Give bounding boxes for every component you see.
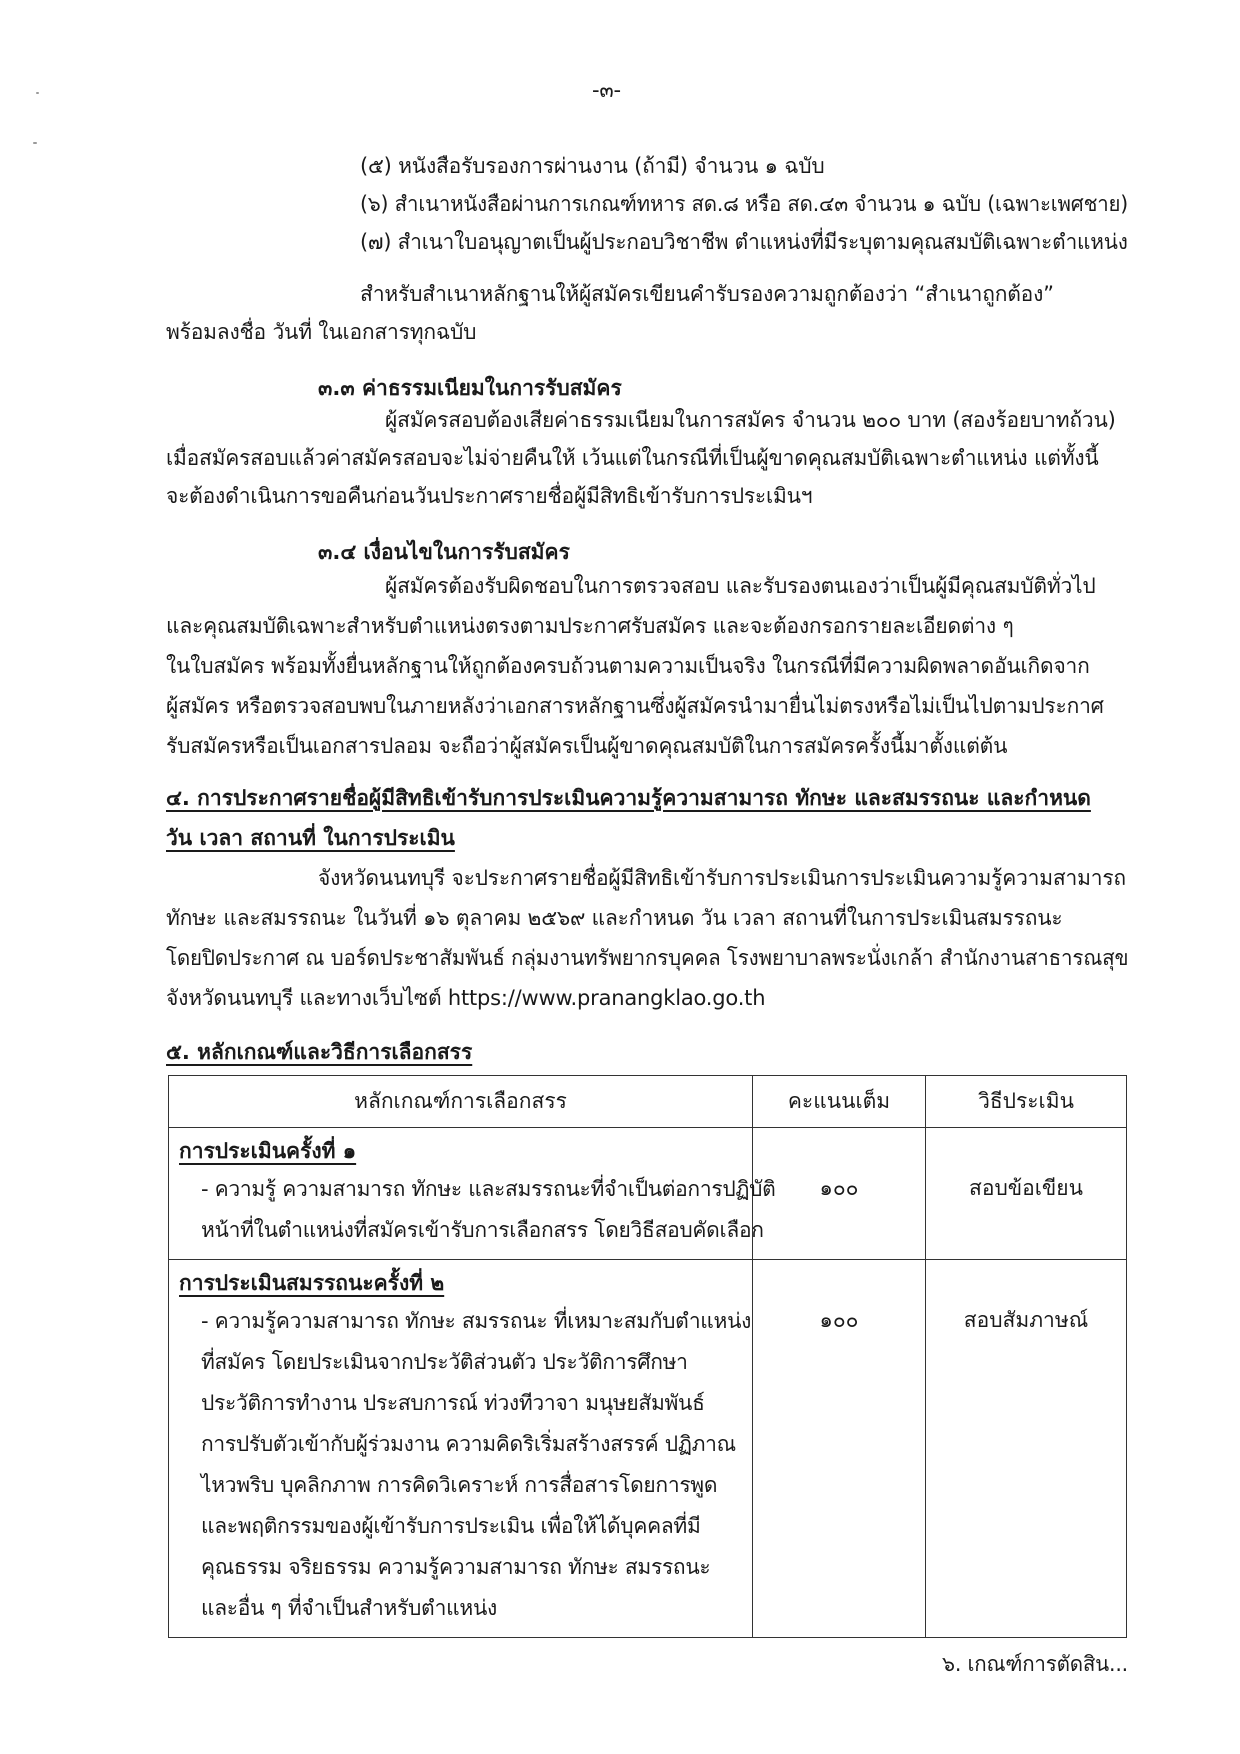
- section-4-line: โดยปิดประกาศ ณ บอร์ดประชาสัมพันธ์ กลุ่มงานทรัพยากรบุคคล โรงพยาบาลพระนั่งเกล้า สำนักงานสาธารณสุข: [166, 946, 1129, 970]
- criteria-line: และพฤติกรรมของผู้เข้ารับการประเมิน เพื่อให้ได้บุคคลที่มี: [201, 1514, 701, 1538]
- full-score-cell: ๑๐๐: [753, 1260, 926, 1638]
- section-3-4-line: ผู้สมัครต้องรับผิดชอบในการตรวจสอบ และรับรองตนเองว่าเป็นผู้มีคุณสมบัติทั่วไป: [385, 574, 1096, 598]
- column-header: หลักเกณฑ์การเลือกสรร: [169, 1076, 753, 1128]
- method-cell: สอบข้อเขียน: [926, 1128, 1127, 1260]
- criteria-line: - ความรู้ความสามารถ ทักษะ สมรรถนะ ที่เหมาะสมกับตำแหน่ง: [201, 1309, 752, 1333]
- doc-item-6: (๖) สำเนาหนังสือผ่านการเกณฑ์ทหาร สด.๘ หรือ สด.๔๓ จำนวน ๑ ฉบับ (เฉพาะเพศชาย): [360, 192, 1129, 216]
- doc-item-7: (๗) สำเนาใบอนุญาตเป็นผู้ประกอบวิชาชีพ ตำแหน่งที่มีระบุตามคุณสมบัติเฉพาะตำแหน่ง: [360, 230, 1128, 254]
- criteria-line: ประวัติการทำงาน ประสบการณ์ ท่วงทีวาจา มนุษยสัมพันธ์: [201, 1391, 705, 1415]
- certify-line-1: สำหรับสำเนาหลักฐานให้ผู้สมัครเขียนคำรับรองความถูกต้องว่า “สำเนาถูกต้อง”: [360, 282, 1054, 306]
- section-4-line: จังหวัดนนทบุรี จะประกาศรายชื่อผู้มีสิทธิเข้ารับการประเมินการประเมินความรู้ความสามารถ: [318, 866, 1126, 890]
- page-number: -๓-: [592, 78, 621, 102]
- criteria-table: [168, 1075, 1127, 1638]
- criteria-line: ไหวพริบ บุคลิกภาพ การคิดวิเคราะห์ การสื่อสารโดยการพูด: [201, 1473, 718, 1497]
- criteria-line: หน้าที่ในตำแหน่งที่สมัครเข้ารับการเลือกสรร โดยวิธีสอบคัดเลือก: [201, 1218, 764, 1242]
- criteria-title: การประเมินสมรรถนะครั้งที่ ๒: [179, 1271, 445, 1295]
- certify-line-2: พร้อมลงชื่อ วันที่ ในเอกสารทุกฉบับ: [166, 320, 477, 344]
- column-header: วิธีประเมิน: [926, 1076, 1127, 1128]
- section-4-heading: ๔. การประกาศรายชื่อผู้มีสิทธิเข้ารับการประเมินความรู้ความสามารถ ทักษะ และสมรรถนะ และกำหนด: [166, 786, 1091, 810]
- criteria-line: คุณธรรม จริยธรรม ความรู้ความสามารถ ทักษะ สมรรถนะ: [201, 1555, 711, 1579]
- column-header: คะแนนเต็ม: [753, 1076, 926, 1128]
- section-3-4-heading: ๓.๔ เงื่อนไขในการรับสมัคร: [318, 540, 570, 564]
- section-3-3-line: ผู้สมัครสอบต้องเสียค่าธรรมเนียมในการสมัคร จำนวน ๒๐๐ บาท (สองร้อยบาทถ้วน): [385, 408, 1116, 432]
- criteria-line: - ความรู้ ความสามารถ ทักษะ และสมรรถนะที่จำเป็นต่อการปฏิบัติ: [201, 1177, 776, 1201]
- section-3-3-line: เมื่อสมัครสอบแล้วค่าสมัครสอบจะไม่จ่ายคืนให้ เว้นแต่ในกรณีที่เป็นผู้ขาดคุณสมบัติเฉพาะตำแหน่ง แต่ทั้งนี้: [166, 446, 1099, 470]
- table-row: [169, 1128, 1127, 1260]
- scan-speck: [36, 92, 39, 94]
- criteria-line: และอื่น ๆ ที่จำเป็นสำหรับตำแหน่ง: [201, 1596, 497, 1620]
- scan-speck: [33, 142, 37, 144]
- criteria-title: การประเมินครั้งที่ ๑: [179, 1139, 357, 1163]
- section-3-4-line: ผู้สมัคร หรือตรวจสอบพบในภายหลังว่าเอกสารหลักฐานซึ่งผู้สมัครนำมายื่นไม่ตรงหรือไม่เป็นไปตามประกาศ: [166, 694, 1104, 718]
- section-3-3-line: จะต้องดำเนินการขอคืนก่อนวันประกาศรายชื่อผู้มีสิทธิเข้ารับการประเมินฯ: [166, 484, 813, 508]
- section-3-3-heading: ๓.๓ ค่าธรรมเนียมในการรับสมัคร: [318, 376, 622, 400]
- criteria-line: การปรับตัวเข้ากับผู้ร่วมงาน ความคิดริเริ่มสร้างสรรค์ ปฏิภาณ: [201, 1432, 736, 1456]
- section-3-4-line: และคุณสมบัติเฉพาะสำหรับตำแหน่งตรงตามประกาศรับสมัคร และจะต้องกรอกรายละเอียดต่าง ๆ: [166, 614, 1014, 638]
- section-4-line: ทักษะ และสมรรถนะ ในวันที่ ๑๖ ตุลาคม ๒๕๖๙ และกำหนด วัน เวลา สถานที่ในการประเมินสมรรถนะ: [166, 906, 1063, 930]
- doc-item-5: (๕) หนังสือรับรองการผ่านงาน (ถ้ามี) จำนวน ๑ ฉบับ: [360, 154, 825, 178]
- criteria-cell: [169, 1128, 776, 1260]
- full-score-cell: ๑๐๐: [753, 1128, 926, 1260]
- table-row: [169, 1260, 1127, 1638]
- method-cell: สอบสัมภาษณ์: [926, 1260, 1127, 1638]
- criteria-cell: [169, 1260, 753, 1638]
- table-header-row: [169, 1076, 1127, 1128]
- section-3-4-line: รับสมัครหรือเป็นเอกสารปลอม จะถือว่าผู้สมัครเป็นผู้ขาดคุณสมบัติในการสมัครครั้งนี้มาตั้งแต่ต้น: [166, 734, 1008, 758]
- continuation-note: ๖. เกณฑ์การตัดสิน...: [942, 1652, 1128, 1676]
- section-3-4-line: ในใบสมัคร พร้อมทั้งยื่นหลักฐานให้ถูกต้องครบถ้วนตามความเป็นจริง ในกรณีที่มีความผิดพลาดอันเกิดจาก: [166, 654, 1090, 678]
- section-5-heading: ๕. หลักเกณฑ์และวิธีการเลือกสรร: [166, 1040, 473, 1064]
- section-4-line: จังหวัดนนทบุรี และทางเว็บไซต์ https://www.pranangklao.go.th: [166, 986, 766, 1010]
- section-4-heading: วัน เวลา สถานที่ ในการประเมิน: [166, 826, 455, 850]
- criteria-line: ที่สมัคร โดยประเมินจากประวัติส่วนตัว ประวัติการศึกษา: [201, 1350, 688, 1374]
